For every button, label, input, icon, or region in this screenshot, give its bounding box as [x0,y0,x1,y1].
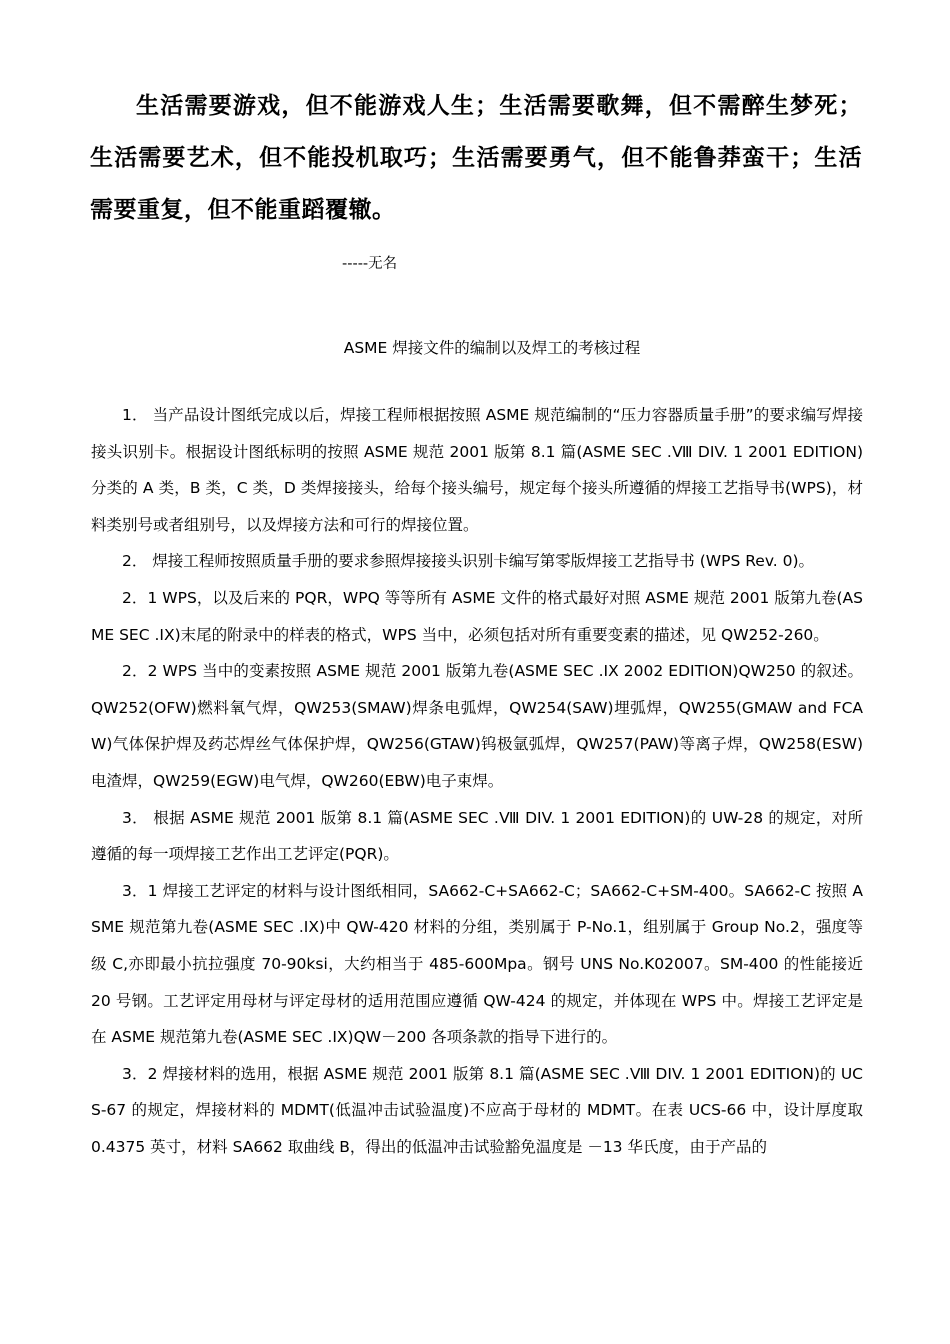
document-body [91,397,863,1165]
paragraph-3-2: 3．2 焊接材料的选用，根据 ASME 规范 2001 版第 8.1 篇(ASME SEC .Ⅷ DIV. 1 2001 EDITION)的 UCS-67 的规定，焊接材料的 MDMT(低温冲击试验温度)不应高于母材的 MDMT。在表 UCS-66 中，设计厚度取 0.4375 英寸，材料 SA662 取曲线 B，得出的低温冲击试验豁免温度是 －13 华氏度，由于产品的 [91,1064,863,1156]
paragraph-3-1: 3．1 焊接工艺评定的材料与设计图纸相同，SA662-C+SA662-C；SA662-C+SM-400。SA662-C 按照 ASME 规范第九卷(ASME SEC .IX)中 QW-420 材料的分组，类别属于 P-No.1，组别属于 Group No.2，强度等级 C,亦即最小抗拉强度 70-90ksi，大约相当于 485-600Mpa。钢号 UNS No.K02007。SM-400 的性能接近 20 号钢。工艺评定用母材与评定母材的适用范围应遵循 QW-424 的规定，并体现在 WPS 中。焊接工艺评定是在 ASME 规范第九卷(ASME SEC .IX)QW－200 各项条款的指导下进行的。 [91,881,863,1047]
quote-attribution: -----无名 [342,256,398,272]
document-title: ASME 焊接文件的编制以及焊工的考核过程 [343,339,641,357]
paragraph-2-1: 2．1 WPS，以及后来的 PQR，WPQ 等等所有 ASME 文件的格式最好对照 ASME 规范 2001 版第九卷(ASME SEC .IX)末尾的附录中的样表的格式，WPS 当中，必须包括对所有重要变素的描述，见 QW252-260。 [91,588,863,644]
paragraph-2-2: 2．2 WPS 当中的变素按照 ASME 规范 2001 版第九卷(ASME SEC .IX 2002 EDITION)QW250 的叙述。QW252(OFW)燃料氧气焊，QW253(SMAW)焊条电弧焊，QW254(SAW)埋弧焊，QW255(GMAW and FCAW)气体保护焊及药芯焊丝气体保护焊，QW256(GTAW)钨极氩弧焊，QW257(PAW)等离子焊，QW258(ESW)电渣焊，QW259(EGW)电气焊，QW260(EBW)电子束焊。 [91,662,863,790]
quote-text: 生活需要游戏，但不能游戏人生；生活需要歌舞，但不需醉生梦死；生活需要艺术，但不能投机取巧；生活需要勇气，但不能鲁莽蛮干；生活需要重复，但不能重蹈覆辙。 [90,93,862,223]
paragraph-1: 1． 当产品设计图纸完成以后，焊接工程师根据按照 ASME 规范编制的“压力容器质量手册”的要求编写焊接接头识别卡。根据设计图纸标明的按照 ASME 规范 2001 版第 8.1 篇(ASME SEC .Ⅷ DIV. 1 2001 EDITION)分类的 A 类，B 类，C 类，D 类焊接接头，给每个接头编号，规定每个接头所遵循的焊接工艺指导书(WPS)，材料类别号或者组别号，以及焊接方法和可行的焊接位置。 [91,406,863,534]
paragraph-3: 3． 根据 ASME 规范 2001 版第 8.1 篇(ASME SEC .Ⅷ DIV. 1 2001 EDITION)的 UW-28 的规定，对所遵循的每一项焊接工艺作出工艺评定(PQR)。 [91,808,863,864]
paragraph-2: 2． 焊接工程师按照质量手册的要求参照焊接接头识别卡编写第零版焊接工艺指导书 (WPS Rev. 0)。 [122,552,815,571]
